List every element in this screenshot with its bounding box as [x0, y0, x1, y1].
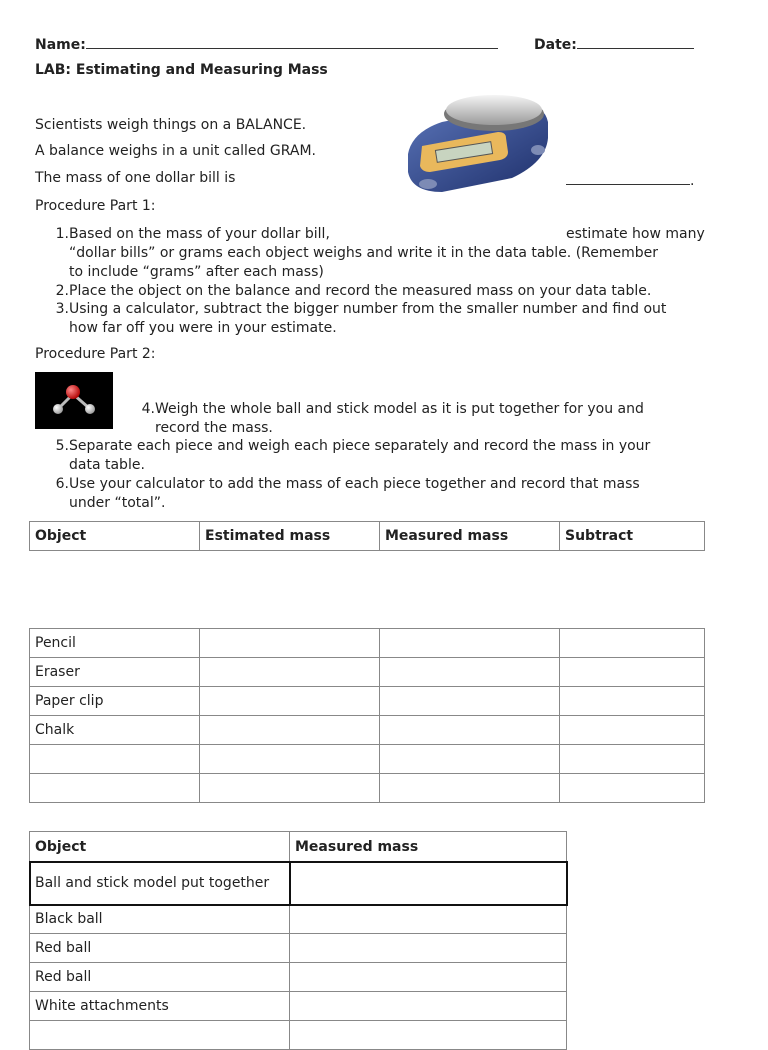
object-cell: Paper clip: [30, 687, 200, 716]
table1-col-measured: Measured mass: [380, 522, 560, 551]
table2-col-object: Object: [30, 832, 290, 862]
name-row: [35, 34, 498, 53]
table-row: [30, 934, 567, 963]
part2-heading: Procedure Part 2:: [35, 346, 156, 362]
subtract-cell[interactable]: [560, 629, 705, 658]
measured-cell[interactable]: [290, 905, 567, 934]
name-label: Name:: [35, 37, 86, 53]
page-title: LAB: Estimating and Measuring Mass: [35, 62, 328, 78]
object-cell: Red ball: [30, 934, 290, 963]
dollar-mass-field[interactable]: [566, 170, 690, 185]
table1-col-object: Object: [30, 522, 200, 551]
dollar-mass-blank: .: [566, 170, 694, 189]
measured-cell[interactable]: [290, 963, 567, 992]
intro-line-3: The mass of one dollar bill is: [35, 170, 236, 186]
digital-balance-scale-icon: [402, 92, 552, 194]
measured-cell[interactable]: [380, 745, 560, 774]
table-row: [30, 1021, 567, 1050]
measured-cell[interactable]: [380, 658, 560, 687]
table-row: [30, 629, 705, 658]
table-row: [30, 658, 705, 687]
date-field[interactable]: [577, 34, 694, 49]
measured-cell[interactable]: [380, 629, 560, 658]
measured-cell[interactable]: [380, 687, 560, 716]
date-row: [534, 34, 694, 53]
intro-line-1: Scientists weigh things on a BALANCE.: [35, 117, 307, 133]
measured-cell[interactable]: [290, 992, 567, 1021]
object-cell: Pencil: [30, 629, 200, 658]
table1-header: [29, 521, 705, 551]
subtract-cell[interactable]: [560, 745, 705, 774]
object-cell: Chalk: [30, 716, 200, 745]
subtract-cell[interactable]: [560, 687, 705, 716]
table-row: [30, 862, 567, 905]
measured-cell[interactable]: [290, 1021, 567, 1050]
table-row: [30, 774, 705, 803]
estimated-cell[interactable]: [200, 658, 380, 687]
estimated-cell[interactable]: [200, 687, 380, 716]
object-cell: Red ball: [30, 963, 290, 992]
estimated-cell[interactable]: [200, 774, 380, 803]
table-row: [30, 745, 705, 774]
ball-and-stick-model-icon: [35, 372, 113, 429]
table2: [29, 831, 567, 1050]
balance-image: [402, 92, 552, 194]
table1-body: [29, 628, 705, 803]
table-row: [30, 992, 567, 1021]
object-cell: [30, 1021, 290, 1050]
object-cell[interactable]: [30, 745, 200, 774]
subtract-cell[interactable]: [560, 716, 705, 745]
subtract-cell[interactable]: [560, 658, 705, 687]
measured-cell[interactable]: [290, 934, 567, 963]
name-field[interactable]: [86, 34, 498, 49]
estimated-cell[interactable]: [200, 629, 380, 658]
object-cell: Ball and stick model put together: [30, 862, 290, 905]
estimated-cell[interactable]: [200, 745, 380, 774]
intro-line-2: A balance weighs in a unit called GRAM.: [35, 143, 316, 159]
date-label: Date:: [534, 37, 577, 53]
table1-col-estimated: Estimated mass: [200, 522, 380, 551]
subtract-cell[interactable]: [560, 774, 705, 803]
molecule-image: [35, 372, 113, 429]
measured-cell[interactable]: [290, 862, 567, 905]
table-row: [30, 963, 567, 992]
measured-cell[interactable]: [380, 774, 560, 803]
table-row: [30, 687, 705, 716]
measured-cell[interactable]: [380, 716, 560, 745]
table-row: [30, 905, 567, 934]
table-row: [30, 716, 705, 745]
table2-col-measured: Measured mass: [290, 832, 567, 862]
object-cell: White attachments: [30, 992, 290, 1021]
object-cell: Black ball: [30, 905, 290, 934]
part1-heading: Procedure Part 1:: [35, 198, 156, 214]
object-cell[interactable]: [30, 774, 200, 803]
table1-col-subtract: Subtract: [560, 522, 705, 551]
object-cell: Eraser: [30, 658, 200, 687]
estimated-cell[interactable]: [200, 716, 380, 745]
